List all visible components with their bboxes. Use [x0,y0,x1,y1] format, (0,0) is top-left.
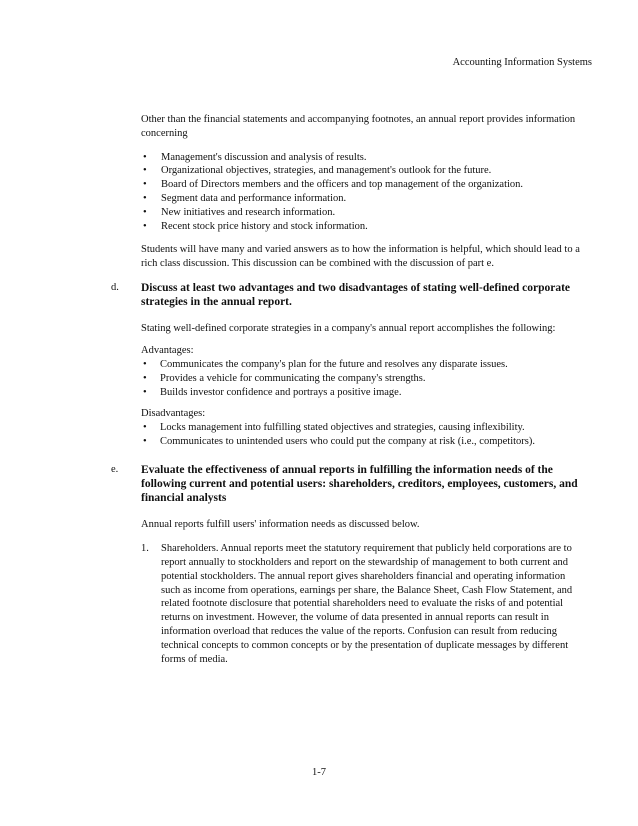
section-e-answer: Annual reports fulfill users' information needs as discussed below. [141,519,420,531]
advantages-block [141,344,581,399]
section-question: Evaluate the effectiveness of annual reports in fulfilling the information needs of the following current and potential users: shareholders, creditors, employees, customers, and financial analysts [141,463,578,505]
list-item: • Communicates the company's plan for the future and resolves any disparate issues. [141,358,581,372]
item-text: Shareholders. Annual reports meet the statutory requirement that publicly held corporations are to report annually to stockholders and report on the stewardship of management to both current and potential stockholders. The annual report gives shareholders financial and operating information such as income from operations, earnings per share, the Balance Sheet, Cash Flow Statement, and related footnote disclosure that potential shareholders need to evaluate the risks of and potential returns on investment. However, the volume of data presented in annual reports can result in information overload that reduces the value of the reports. Confusion can result from reducing technical concepts to common concepts or by the presentation of duplicate messages by different forms of media. [161,543,573,665]
list-item: • Communicates to unintended users who could put the company at risk (i.e., competitors). [141,435,581,449]
running-header: Accounting Information Systems [452,57,592,68]
section-letter: d. [111,281,119,293]
disadvantages-block [141,407,581,448]
section-question: Discuss at least two advantages and two disadvantages of stating well-defined corporate strategies in the annual report. [141,281,571,309]
advantages-label: Advantages: [141,345,194,357]
item-number: 1. [141,543,149,555]
list-item: • Builds investor confidence and portrays a positive image. [141,386,581,400]
list-item: • Locks management into fulfilling stated objectives and strategies, causing inflexibility. [141,421,581,435]
list-item: • Organizational objectives, strategies, and management's outlook for the future. [141,164,581,178]
page-body [111,113,581,666]
list-item: • Board of Directors members and the officers and top management of the organization. [141,178,581,192]
disadvantages-list [141,421,581,449]
intro-paragraph: Other than the financial statements and accompanying footnotes, an annual report provides information concerning [141,114,576,139]
page-number: 1-7 [312,767,326,778]
list-item: • Segment data and performance information. [141,192,581,206]
section-d-answer: Stating well-defined corporate strategies in a company's annual report accomplishes the following: [141,323,556,335]
disadvantages-label: Disadvantages: [141,408,206,420]
advantages-list [141,358,581,399]
section-d-heading [111,281,581,309]
section-letter: e. [111,463,119,475]
intro-bullet-list [141,151,581,234]
list-item: • New initiatives and research information. [141,206,581,220]
section-e-heading [111,463,581,506]
users-numbered-list [141,542,581,666]
list-item: • Management's discussion and analysis of results. [141,151,581,165]
list-item: • Recent stock price history and stock information. [141,220,581,234]
intro-closing-paragraph: Students will have many and varied answers as to how the information is helpful, which should lead to a rich class discussion. This discussion can be combined with the discussion of part e. [141,244,580,270]
list-item [141,542,581,666]
list-item: • Provides a vehicle for communicating the company's strengths. [141,372,581,386]
